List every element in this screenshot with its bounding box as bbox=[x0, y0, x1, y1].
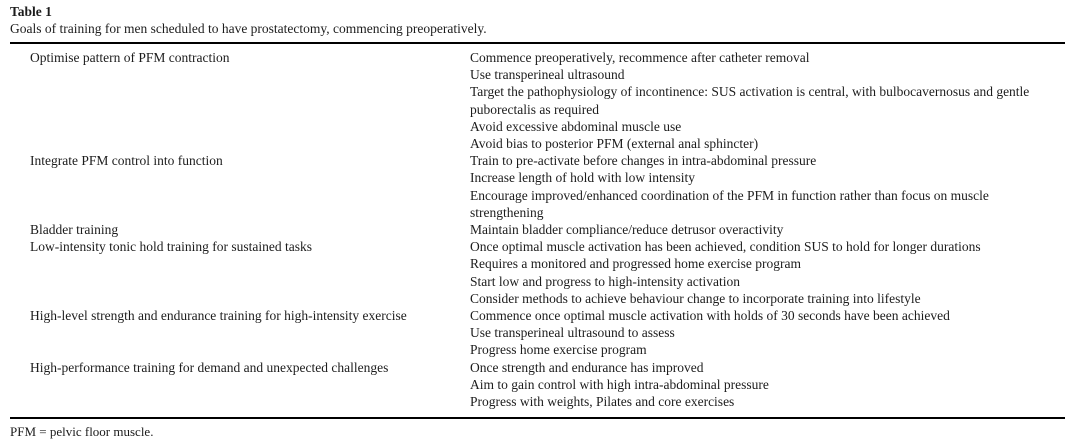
table-footnote: PFM = pelvic floor muscle. bbox=[10, 424, 154, 440]
detail-line: Once strength and endurance has improved bbox=[470, 359, 704, 375]
goal-cell: Optimise pattern of PFM contraction bbox=[30, 50, 230, 65]
table-row bbox=[10, 307, 1065, 359]
details-cell bbox=[470, 359, 1065, 411]
details-cell bbox=[470, 152, 1065, 221]
detail-line: Encourage improved/enhanced coordination of the PFM in function rather than focus on muscle strengthening bbox=[470, 187, 989, 220]
table-label: Table 1 bbox=[10, 4, 52, 19]
table-body bbox=[10, 44, 1065, 417]
goal-cell: Bladder training bbox=[30, 222, 119, 238]
goal-cell: High-performance training for demand and unexpected challenges bbox=[30, 359, 389, 375]
table-row bbox=[10, 49, 1065, 152]
detail-line: Increase length of hold with low intensity bbox=[470, 170, 695, 186]
detail-line: Avoid excessive abdominal muscle use bbox=[470, 118, 682, 134]
detail-line: Commence preoperatively, recommence after catheter removal bbox=[470, 50, 810, 65]
detail-line: Use transperineal ultrasound bbox=[470, 67, 625, 83]
detail-line: Consider methods to achieve behaviour change to incorporate training into lifestyle bbox=[470, 290, 921, 306]
details-cell bbox=[470, 49, 1065, 152]
table-row bbox=[10, 238, 1065, 307]
table-row bbox=[10, 152, 1065, 221]
detail-line: Progress home exercise program bbox=[470, 342, 647, 358]
table-caption: Goals of training for men scheduled to have prostatectomy, commencing preoperatively. bbox=[10, 21, 487, 36]
detail-line: Train to pre-activate before changes in intra-abdominal pressure bbox=[470, 153, 817, 169]
detail-line: Avoid bias to posterior PFM (external anal sphincter) bbox=[470, 136, 759, 152]
detail-line: Commence once optimal muscle activation with holds of 30 seconds have been achieved bbox=[470, 308, 950, 324]
details-cell bbox=[470, 238, 1065, 307]
goal-cell: High-level strength and endurance training for high-intensity exercise bbox=[30, 308, 407, 324]
details-cell bbox=[470, 307, 1065, 359]
detail-line: Requires a monitored and progressed home exercise program bbox=[470, 256, 802, 272]
detail-line: Use transperineal ultrasound to assess bbox=[470, 325, 675, 341]
detail-line: Start low and progress to high-intensity activation bbox=[470, 273, 740, 289]
details-cell bbox=[470, 221, 1065, 238]
detail-line: Aim to gain control with high intra-abdominal pressure bbox=[470, 376, 769, 392]
goal-cell: Low-intensity tonic hold training for sustained tasks bbox=[30, 239, 312, 255]
detail-line: Once optimal muscle activation has been achieved, condition SUS to hold for longer durations bbox=[470, 239, 981, 255]
goal-cell: Integrate PFM control into function bbox=[30, 153, 223, 169]
detail-line: Target the pathophysiology of incontinence: SUS activation is central, with bulbocavernosus and gentle puborectalis as required bbox=[470, 84, 1030, 117]
detail-line: Progress with weights, Pilates and core exercises bbox=[470, 394, 735, 410]
table-row bbox=[10, 221, 1065, 238]
detail-line: Maintain bladder compliance/reduce detrusor overactivity bbox=[470, 222, 784, 238]
table-row bbox=[10, 359, 1065, 411]
